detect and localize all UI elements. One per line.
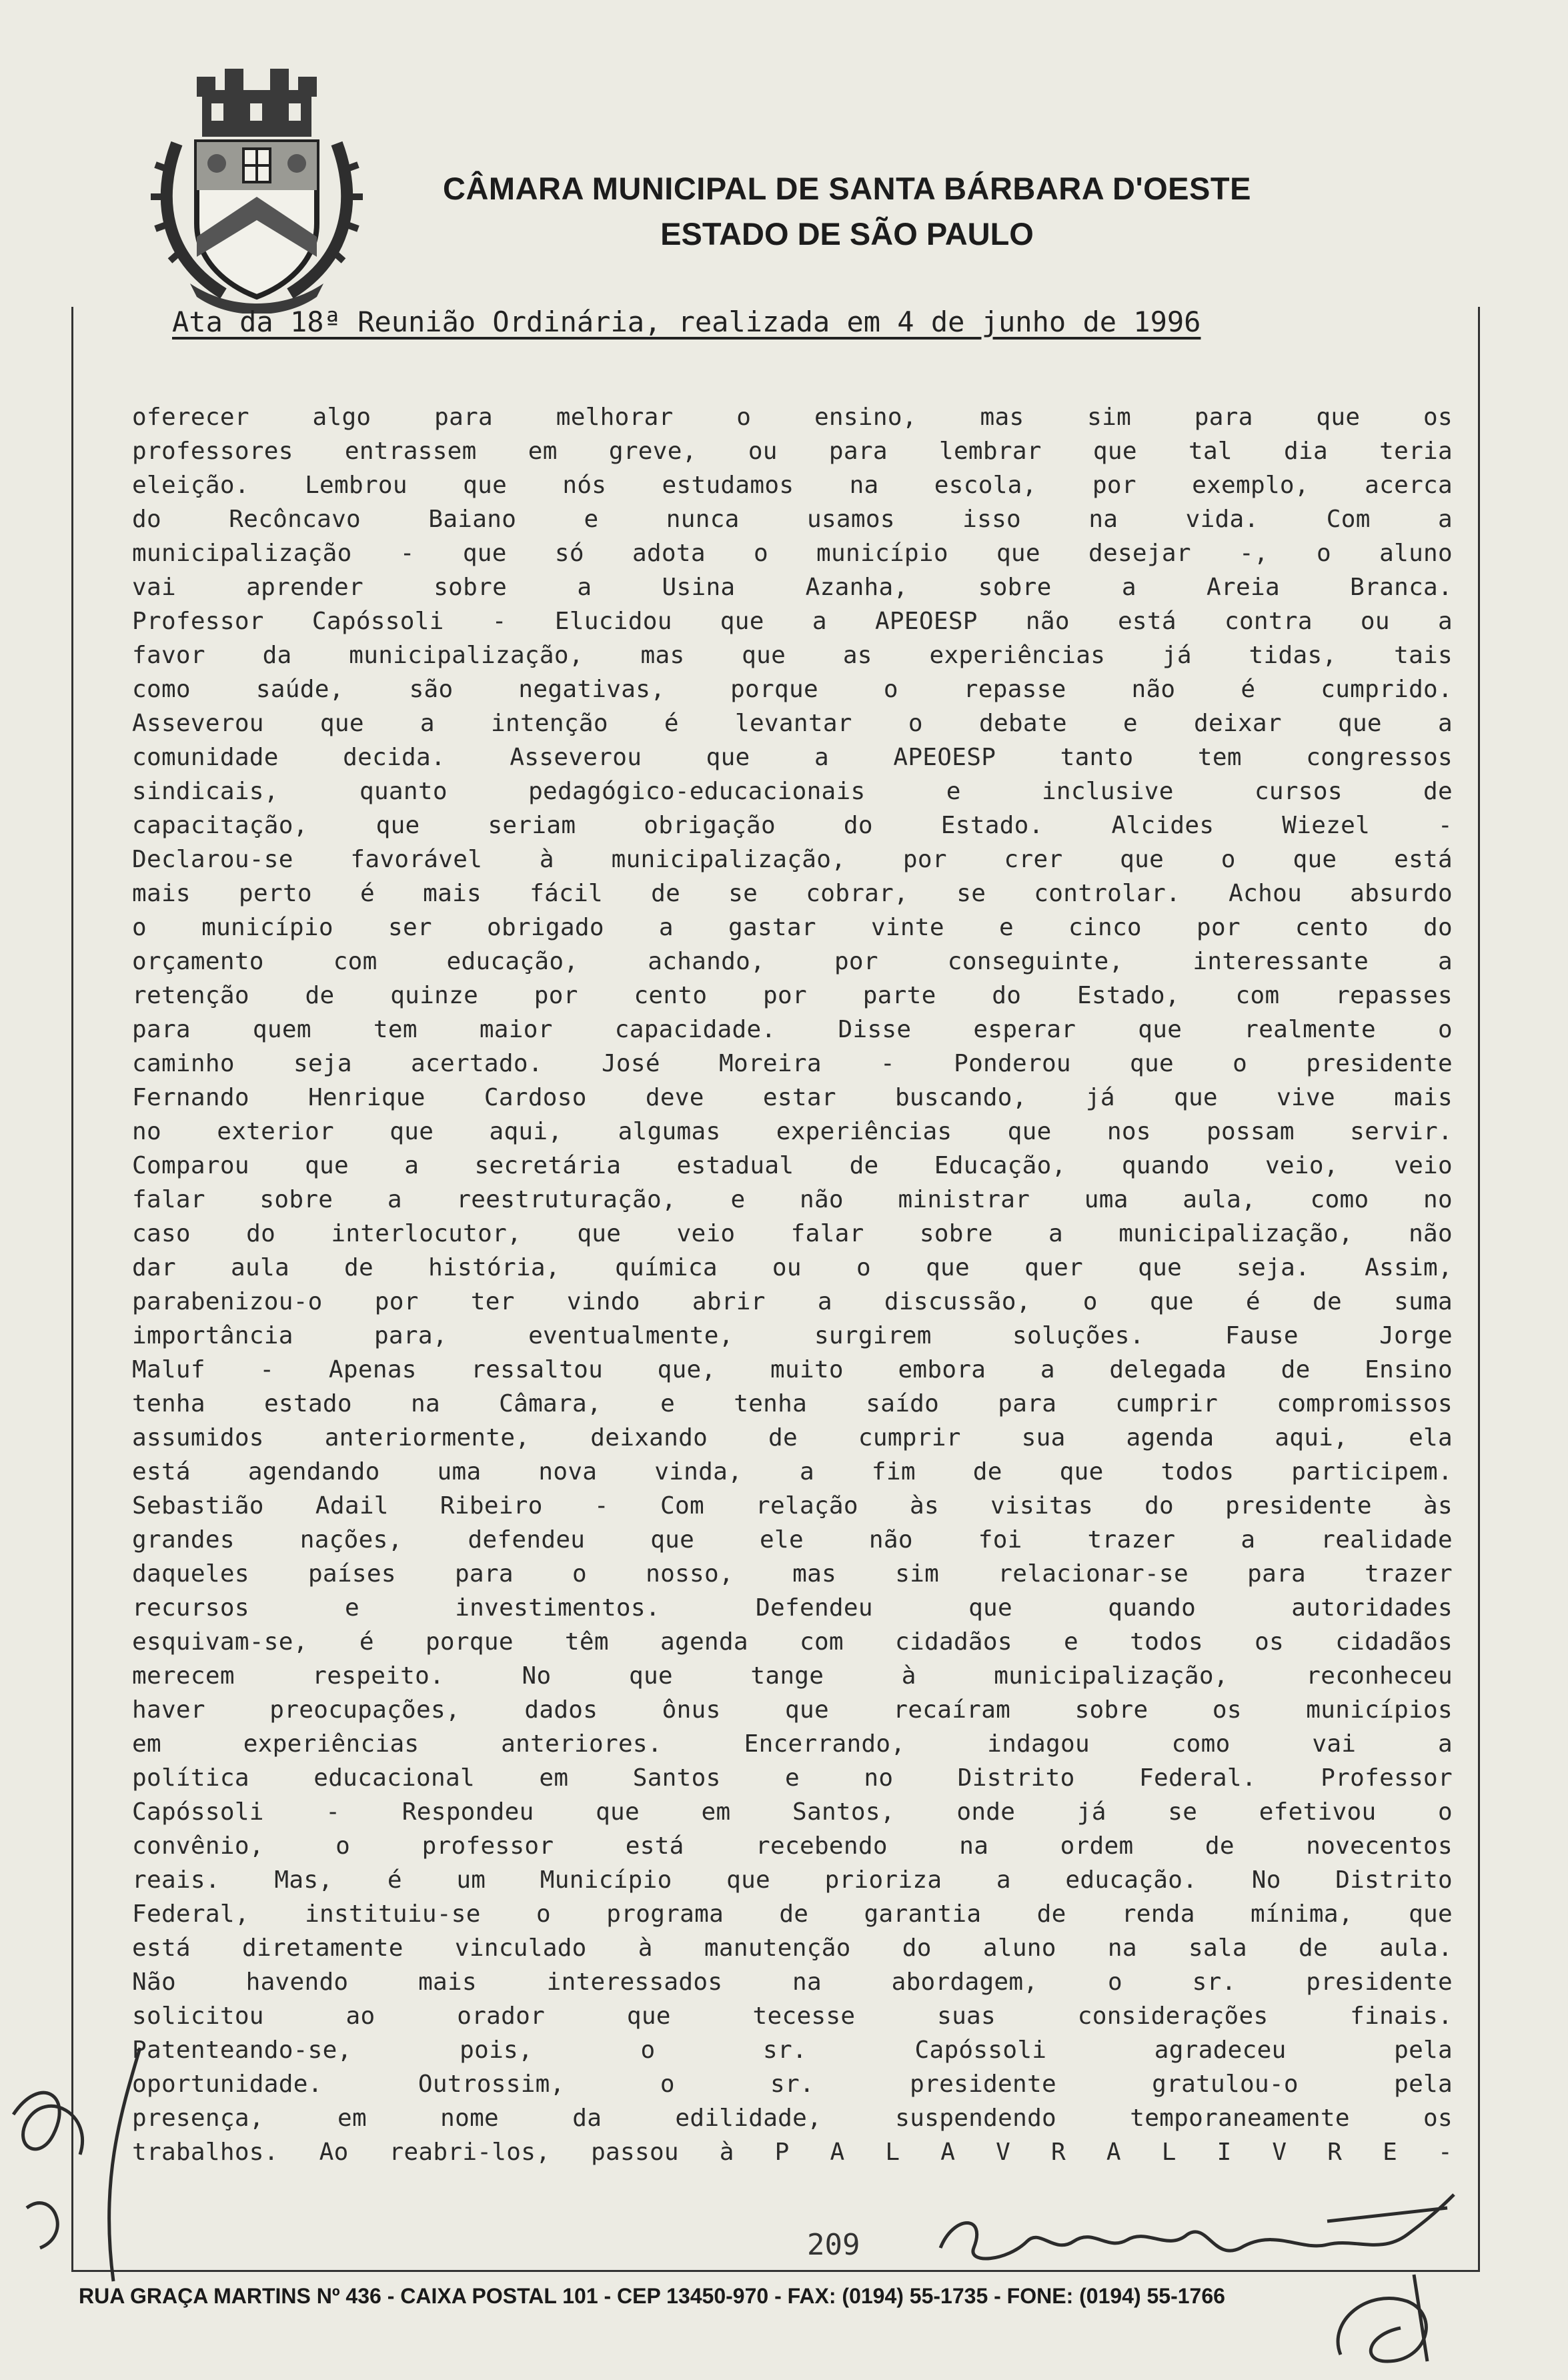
text-line: trabalhos. Ao reabri-los, passou à P A L A V R A L I V R E - xyxy=(132,2139,1453,2166)
text-line: esquivam-se, é porque têm agenda com cidadãos e todos os cidadãos xyxy=(132,1628,1453,1656)
text-line: importância para, eventualmente, surgirem soluções. Fause Jorge xyxy=(132,1322,1453,1349)
text-line: política educacional em Santos e no Distrito Federal. Professor xyxy=(132,1764,1453,1792)
text-line: Professor Capóssoli - Elucidou que a APEOESP não está contra ou a xyxy=(132,608,1453,635)
minutes-title: Ata da 18ª Reunião Ordinária, realizada em 4 de junho de 1996 xyxy=(172,306,1201,338)
minutes-body xyxy=(132,400,1453,2169)
text-line: em experiências anteriores. Encerrando, indagou como vai a xyxy=(132,1730,1453,1758)
text-line: Fernando Henrique Cardoso deve estar buscando, já que vive mais xyxy=(132,1084,1453,1111)
left-margin-rule xyxy=(71,307,73,2271)
text-line: assumidos anteriormente, deixando de cumprir sua agenda aqui, ela xyxy=(132,1424,1453,1451)
text-line: municipalização - que só adota o município que desejar -, o aluno xyxy=(132,540,1453,567)
text-line: solicitou ao orador que tecesse suas considerações finais. xyxy=(132,2002,1453,2030)
text-line: Capóssoli - Respondeu que em Santos, onde já se efetivou o xyxy=(132,1798,1453,1826)
text-line: retenção de quinze por cento por parte do Estado, com repasses xyxy=(132,982,1453,1009)
text-line: professores entrassem em greve, ou para lembrar que tal dia teria xyxy=(132,438,1453,465)
text-line: Maluf - Apenas ressaltou que, muito embora a delegada de Ensino xyxy=(132,1356,1453,1383)
text-line: parabenizou-o por ter vindo abrir a discussão, o que é de suma xyxy=(132,1288,1453,1315)
right-margin-rule xyxy=(1478,307,1480,2271)
text-line: sindicais, quanto pedagógico-educacionais e inclusive cursos de xyxy=(132,778,1453,805)
text-line: caso do interlocutor, que veio falar sobre a municipalização, não xyxy=(132,1220,1453,1247)
text-line: merecem respeito. No que tange à municipalização, reconheceu xyxy=(132,1662,1453,1690)
text-line: no exterior que aqui, algumas experiências que nos possam servir. xyxy=(132,1118,1453,1145)
text-line: oferecer algo para melhorar o ensino, mas sim para que os xyxy=(132,404,1453,431)
text-line: comunidade decida. Asseverou que a APEOESP tanto tem congressos xyxy=(132,744,1453,771)
text-line: Federal, instituiu-se o programa de garantia de renda mínima, que xyxy=(132,1900,1453,1928)
text-line: daqueles países para o nosso, mas sim relacionar-se para trazer xyxy=(132,1560,1453,1588)
text-line: do Recôncavo Baiano e nunca usamos isso na vida. Com a xyxy=(132,506,1453,533)
text-line: caminho seja acertado. José Moreira - Ponderou que o presidente xyxy=(132,1050,1453,1077)
rubric-mark xyxy=(1327,2261,1461,2375)
text-line: Asseverou que a intenção é levantar o debate e deixar que a xyxy=(132,710,1453,737)
text-line: vai aprender sobre a Usina Azanha, sobre a Areia Branca. xyxy=(132,574,1453,601)
state-name: ESTADO DE SÃO PAULO xyxy=(660,216,1034,251)
page-number: 209 xyxy=(807,2228,860,2262)
text-line: está diretamente vinculado à manutenção do aluno na sala de aula. xyxy=(132,1934,1453,1962)
text-line: Declarou-se favorável à municipalização, por crer que o que está xyxy=(132,846,1453,873)
text-line: Sebastião Adail Ribeiro - Com relação às visitas do presidente às xyxy=(132,1492,1453,1520)
text-line: Não havendo mais interessados na abordagem, o sr. presidente xyxy=(132,1968,1453,1996)
text-line: Patenteando-se, pois, o sr. Capóssoli agradeceu pela xyxy=(132,2036,1453,2064)
text-line: Comparou que a secretária estadual de Educação, quando veio, veio xyxy=(132,1152,1453,1179)
text-line: o município ser obrigado a gastar vinte e cinco por cento do xyxy=(132,914,1453,941)
text-line: oportunidade. Outrossim, o sr. presidente gratulou-o pela xyxy=(132,2070,1453,2098)
text-line: tenha estado na Câmara, e tenha saído para cumprir compromissos xyxy=(132,1390,1453,1417)
margin-rubric-mark xyxy=(0,2034,173,2288)
text-line: falar sobre a reestruturação, e não ministrar uma aula, como no xyxy=(132,1186,1453,1213)
text-line: capacitação, que seriam obrigação do Estado. Alcides Wiezel - xyxy=(132,812,1453,839)
text-line: como saúde, são negativas, porque o repasse não é cumprido. xyxy=(132,676,1453,703)
text-line: eleição. Lembrou que nós estudamos na escola, por exemplo, acerca xyxy=(132,472,1453,499)
text-line: haver preocupações, dados ônus que recaíram sobre os municípios xyxy=(132,1696,1453,1724)
text-line: presença, em nome da edilidade, suspendendo temporaneamente os xyxy=(132,2105,1453,2132)
text-line: orçamento com educação, achando, por conseguinte, interessante a xyxy=(132,948,1453,975)
text-line: dar aula de história, química ou o que quer que seja. Assim, xyxy=(132,1254,1453,1281)
text-line: mais perto é mais fácil de se cobrar, se controlar. Achou absurdo xyxy=(132,880,1453,907)
text-line: para quem tem maior capacidade. Disse esperar que realmente o xyxy=(132,1016,1453,1043)
footer-address: RUA GRAÇA MARTINS Nº 436 - CAIXA POSTAL 101 - CEP 13450-970 - FAX: (0194) 55-1735 - FONE: (0194) 55-1766 xyxy=(79,2284,1225,2308)
text-line: favor da municipalização, mas que as experiências já tidas, tais xyxy=(132,642,1453,669)
text-line: reais. Mas, é um Município que prioriza a educação. No Distrito xyxy=(132,1866,1453,1894)
text-line: grandes nações, defendeu que ele não foi trazer a realidade xyxy=(132,1526,1453,1554)
text-line: está agendando uma nova vinda, a fim de que todos participem. xyxy=(132,1458,1453,1485)
text-line: recursos e investimentos. Defendeu que quando autoridades xyxy=(132,1594,1453,1622)
text-line: convênio, o professor está recebendo na ordem de novecentos xyxy=(132,1832,1453,1860)
municipal-coat-of-arms-icon xyxy=(150,63,363,314)
institution-name: CÂMARA MUNICIPAL DE SANTA BÁRBARA D'OESTE xyxy=(443,171,1251,206)
